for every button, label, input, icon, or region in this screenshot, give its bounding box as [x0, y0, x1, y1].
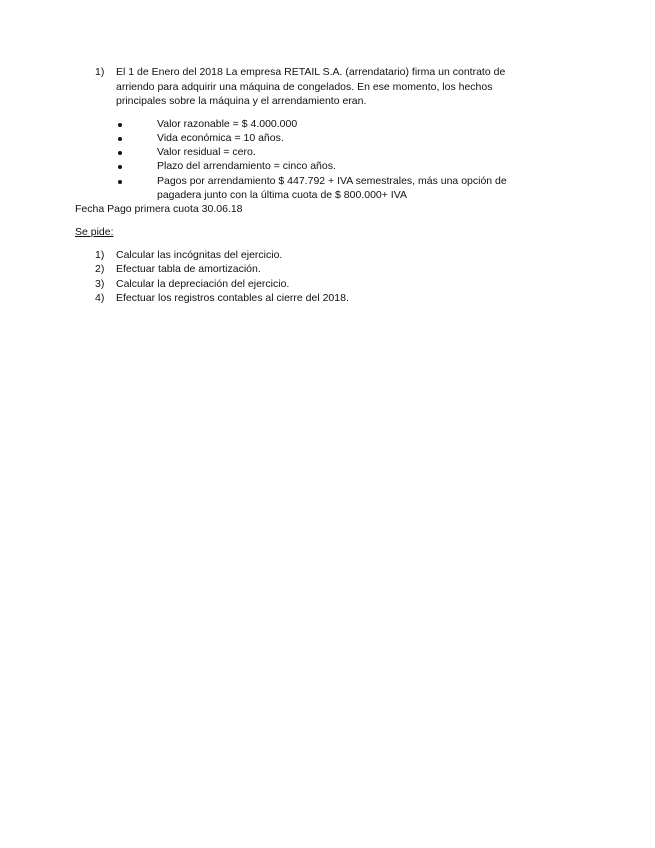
requirement-text: Calcular la depreciación del ejercicio. — [116, 278, 290, 290]
bullet-fair-value: Valor razonable = $ 4.000.000 — [157, 118, 298, 130]
bullet-marker — [118, 123, 122, 127]
bullet-economic-life: Vida económica = 10 años. — [157, 132, 284, 144]
bullet-marker — [118, 165, 122, 169]
bullet-lease-payments-continued: pagadera junto con la última cuota de $ 800.000+ IVA — [157, 189, 407, 201]
bullet-marker — [118, 137, 122, 141]
requirement-number: 1) — [95, 249, 105, 261]
requirement-number: 3) — [95, 278, 105, 290]
bullet-marker — [118, 151, 122, 155]
requirement-text: Efectuar tabla de amortización. — [116, 263, 261, 275]
bullet-lease-term: Plazo del arrendamiento = cinco años. — [157, 160, 336, 172]
bullet-marker — [118, 180, 122, 184]
bullet-residual-value: Valor residual = cero. — [157, 146, 256, 158]
requirement-text: Efectuar los registros contables al cierre del 2018. — [116, 292, 349, 304]
problem-paragraph-line-2: arriendo para adquirir una máquina de congelados. En ese momento, los hechos — [116, 81, 493, 93]
payment-date-note: Fecha Pago primera cuota 30.06.18 — [75, 203, 243, 215]
requirement-number: 4) — [95, 292, 105, 304]
requirement-number: 2) — [95, 263, 105, 275]
requirements-heading: Se pide: — [75, 226, 114, 238]
problem-paragraph-line-3: principales sobre la máquina y el arrendamiento eran. — [116, 95, 367, 107]
problem-number: 1) — [95, 66, 105, 78]
requirement-text: Calcular las incógnitas del ejercicio. — [116, 249, 283, 261]
problem-paragraph-line-1: El 1 de Enero del 2018 La empresa RETAIL S.A. (arrendatario) firma un contrato de — [116, 66, 506, 78]
bullet-lease-payments: Pagos por arrendamiento $ 447.792 + IVA semestrales, más una opción de — [157, 175, 507, 187]
